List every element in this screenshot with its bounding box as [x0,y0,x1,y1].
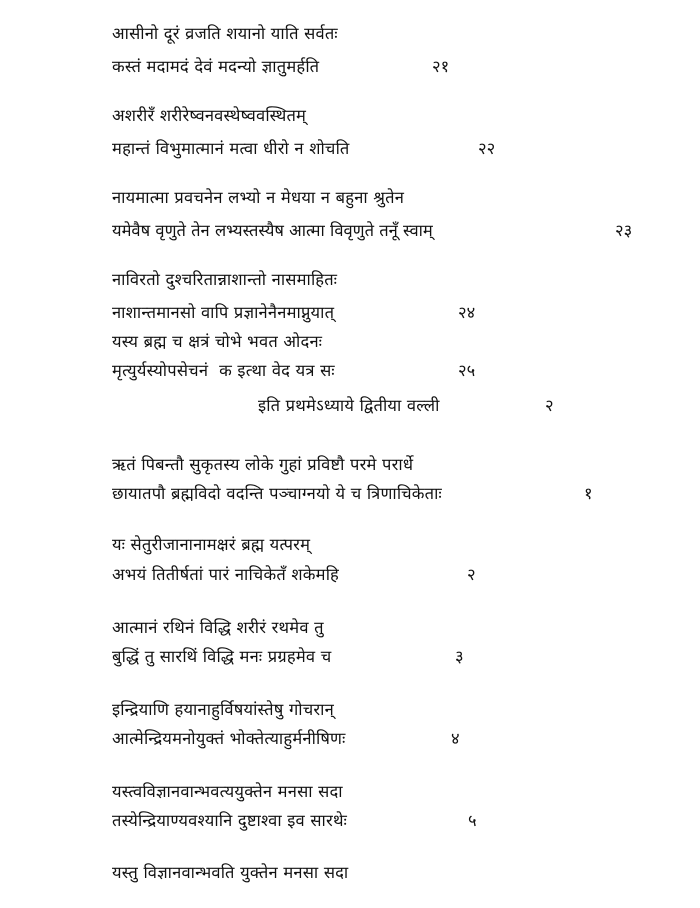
section-colophon-number: २ [545,396,554,415]
verse-24-line-2: नाशान्तमानसो वापि प्रज्ञानेनैनमाप्नुयात् [112,303,335,322]
verse-3-line-1: आत्मानं रथिनं विद्धि शरीरं रथमेव तु [112,618,324,637]
verse-24-number: २४ [458,303,476,322]
verse-4-number: ४ [451,729,460,748]
verse-5-line-1: यस्त्वविज्ञानवान्भवत्ययुक्तेन मनसा सदा [112,782,343,801]
verse-23-number: २३ [615,221,633,240]
verse-25-number: २५ [458,361,476,380]
verse-22-line-1: अशरीरँ शरीरेष्वनवस्थेष्ववस्थितम् [112,106,307,125]
verse-2-number: २ [467,565,476,584]
verse-23-line-2: यमेवैष वृणुते तेन लभ्यस्तस्यैष आत्मा विवृणुते तनूँ स्वाम् [112,221,433,240]
verse-24-line-1: नाविरतो दुश्चरितान्नाशान्तो नासमाहितः [112,270,338,289]
verse-3-line-2: बुद्धिं तु सारथिं विद्धि मनः प्रग्रहमेव च [112,647,332,666]
verse-1-line-2: छायातपौ ब्रह्मविदो वदन्ति पञ्चाग्नयो ये च त्रिणाचिकेताः [112,484,442,503]
verse-5-number: ५ [468,811,477,830]
verse-5-line-2: तस्येन्द्रियाण्यवश्यानि दुष्टाश्वा इव सारथेः [112,811,348,830]
verse-4-line-2: आत्मेन्द्रियमनोयुक्तं भोक्तेत्याहुर्मनीषिणः [112,729,346,748]
verse-4-line-1: इन्द्रियाणि हयानाहुर्विषयांस्तेषु गोचरान् [112,700,334,719]
verse-21-line-1: आसीनो दूरं व्रजति शयानो याति सर्वतः [112,24,338,43]
verse-1-line-1: ऋतं पिबन्तौ सुकृतस्य लोके गुहां प्रविष्टौ परमे परार्धे [112,455,414,474]
verse-6-line-1: यस्तु विज्ञानवान्भवति युक्तेन मनसा सदा [112,863,349,882]
verse-21-number: २१ [432,57,450,76]
verse-25-line-1: यस्य ब्रह्म च क्षत्रं चोभे भवत ओदनः [112,332,323,351]
verse-22-line-2: महान्तं विभुमात्मानं मत्वा धीरो न शोचति [112,139,350,158]
verse-2-line-2: अभयं तितीर्षतां पारं नाचिकेतँ शकेमहि [112,565,339,584]
verse-23-line-1: नायमात्मा प्रवचनेन लभ्यो न मेधया न बहुना श्रुतेन [112,188,405,207]
verse-25-line-2: मृत्युर्यस्योपसेचनं क इत्था वेद यत्र सः [112,361,335,380]
verse-2-line-1: यः सेतुरीजानानामक्षरं ब्रह्म यत्परम् [112,535,311,554]
verse-22-number: २२ [478,139,496,158]
section-colophon: इति प्रथमेऽध्याये द्वितीया वल्ली [258,396,440,415]
verse-3-number: ३ [455,647,464,666]
verse-21-line-2: कस्तं मदामदं देवं मदन्यो ज्ञातुमर्हति [112,57,320,76]
verse-1-number: १ [584,484,593,503]
